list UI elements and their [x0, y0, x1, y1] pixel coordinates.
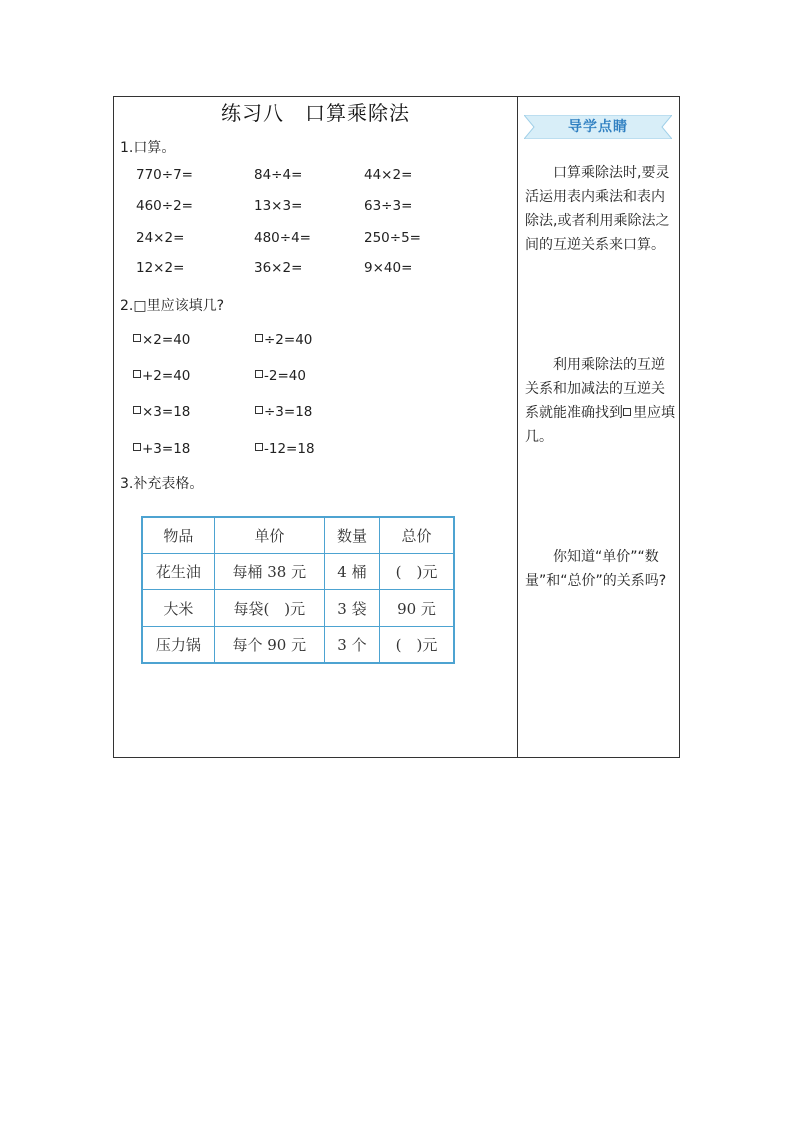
blank-box-icon	[255, 334, 263, 342]
calc-item: 770÷7=	[136, 167, 193, 183]
blank-box-icon	[255, 370, 263, 378]
section-2-heading: 2.□里应该填几?	[120, 298, 225, 314]
table-cell: 花生油	[142, 554, 214, 590]
calc-item: 480÷4=	[254, 230, 311, 246]
calc-item: 36×2=	[254, 260, 303, 276]
blank-box-icon	[623, 408, 631, 416]
calc-item: 63÷3=	[364, 198, 413, 214]
blank-box-icon	[133, 406, 141, 414]
calc-item: 9×40=	[364, 260, 413, 276]
tip-price-relation: 你知道“单价”“数量”和“总价”的关系吗?	[525, 549, 667, 589]
fill-box-item: -2=40	[255, 368, 306, 384]
calc-item: 84÷4=	[254, 167, 303, 183]
blank-box-icon	[133, 334, 141, 342]
fill-box-item: ×2=40	[133, 332, 190, 348]
page-title: 练习八 口算乘除法	[221, 101, 410, 125]
table-cell: 每桶 38 元	[214, 554, 324, 590]
table-header-cell: 单价	[214, 517, 324, 554]
blank-box-icon	[255, 406, 263, 414]
blank-box-icon	[133, 443, 141, 451]
table-header-cell: 总价	[380, 517, 454, 554]
guide-badge	[524, 115, 672, 139]
calc-item: 24×2=	[136, 230, 185, 246]
fill-box-item: ÷3=18	[255, 404, 312, 420]
fill-box-item: +3=18	[133, 441, 190, 457]
worksheet-frame	[113, 96, 680, 758]
table-header-cell: 数量	[324, 517, 379, 554]
calc-item: 12×2=	[136, 260, 185, 276]
price-table	[141, 516, 455, 664]
fill-box-item: ÷2=40	[255, 332, 312, 348]
fill-box-item: -12=18	[255, 441, 315, 457]
badge-label: 导学点睛	[568, 119, 628, 135]
calc-item: 250÷5=	[364, 230, 421, 246]
table-header-cell: 物品	[142, 517, 214, 554]
section-1-heading: 1.口算。	[120, 140, 176, 156]
blank-box-icon	[133, 370, 141, 378]
table-cell: 4 桶	[324, 554, 379, 590]
table-cell: 每袋( )元	[214, 590, 324, 626]
table-cell: 压力锅	[142, 626, 214, 663]
table-row	[142, 554, 454, 590]
calc-item: 13×3=	[254, 198, 303, 214]
table-cell: 大米	[142, 590, 214, 626]
table-cell: ( )元	[380, 626, 454, 663]
blank-box-icon	[255, 443, 263, 451]
tip-oral-calc: 口算乘除法时,要灵活运用表内乘法和表内除法,或者利用乘除法之间的互逆关系来口算。	[525, 165, 670, 253]
fill-box-item: +2=40	[133, 368, 190, 384]
calc-item: 44×2=	[364, 167, 413, 183]
calc-item: 460÷2=	[136, 198, 193, 214]
table-row	[142, 590, 454, 626]
fill-box-item: ×3=18	[133, 404, 190, 420]
column-divider	[517, 97, 518, 757]
table-cell: 90 元	[380, 590, 454, 626]
table-cell: 3 袋	[324, 590, 379, 626]
tip-inverse-relation: 利用乘除法的互逆关系和加减法的互逆关系就能准确找到 里应填几。	[525, 357, 675, 445]
section-3-heading: 3.补充表格。	[120, 476, 204, 492]
table-cell: ( )元	[380, 554, 454, 590]
table-cell: 3 个	[324, 626, 379, 663]
table-header-row	[142, 517, 454, 554]
table-row	[142, 626, 454, 663]
table-cell: 每个 90 元	[214, 626, 324, 663]
